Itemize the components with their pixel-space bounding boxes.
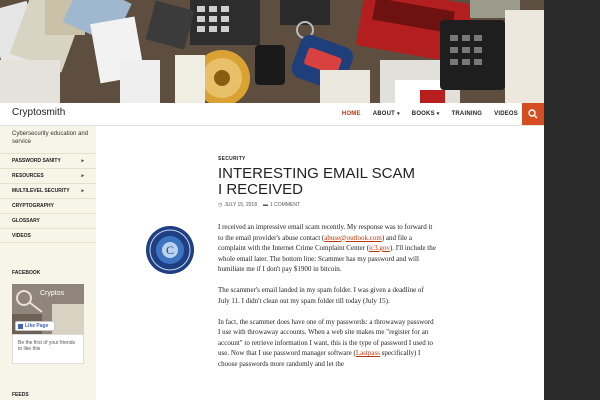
- comment-icon: ▬: [263, 202, 268, 208]
- sidebar-item-cryptography[interactable]: [0, 198, 96, 213]
- search-icon: [528, 109, 538, 119]
- navigation-bar: [0, 103, 544, 126]
- nav-item-books[interactable]: [412, 111, 440, 117]
- sidebar: [0, 126, 96, 400]
- nav-item-about-label: ABOUT: [372, 111, 396, 117]
- text: specifically) I choose passwords more randomly and let the: [218, 349, 421, 368]
- seal-emblem-icon: [146, 226, 194, 274]
- ic3-link[interactable]: ic3.gov: [369, 244, 390, 252]
- text: ). I'll include the whole email later. The bottom line: Scammer has my password and will humiliate me if I don't pay $1900 in bitcoin.: [218, 244, 436, 273]
- paragraph-1: [218, 222, 436, 275]
- post-date-text: JULY 15, 2018: [224, 202, 257, 208]
- lastpass-link[interactable]: Lastpass: [355, 349, 380, 357]
- sidebar-item-label: RESOURCES: [12, 173, 44, 179]
- sidebar-item-multilevel-security[interactable]: [0, 183, 96, 198]
- paragraph-2: The scammer's email landed in my spam folder. I was given a deadline of July 11. I didn't clean out my spam folder till today (July 15).: [218, 286, 424, 305]
- sidebar-item-password-sanity[interactable]: [0, 153, 96, 168]
- chevron-right-icon: ▸: [81, 173, 84, 179]
- post-comments-text: 1 COMMENT: [270, 202, 300, 208]
- nav-item-books-label: BOOKS: [411, 111, 435, 117]
- facebook-like-label: Like Page: [25, 323, 49, 329]
- sidebar-item-label: PASSWORD SANITY: [12, 158, 61, 164]
- nav-item-videos[interactable]: [494, 111, 518, 117]
- paragraph-3: [218, 317, 436, 370]
- svg-text:C: C: [165, 243, 175, 257]
- site-tagline: Cybersecurity education and service: [12, 131, 89, 145]
- sidebar-item-label: VIDEOS: [12, 232, 31, 239]
- nav-item-home-label: HOME: [341, 111, 361, 117]
- search-button[interactable]: [522, 103, 544, 125]
- sidebar-item-glossary[interactable]: [0, 213, 96, 228]
- facebook-icon: [18, 324, 23, 329]
- chevron-right-icon: ▸: [81, 188, 84, 194]
- facebook-like-box: [12, 323, 84, 364]
- clock-icon: ◷: [218, 202, 223, 208]
- post-date[interactable]: [218, 202, 257, 208]
- feeds-widget-title: FEEDS: [12, 392, 29, 398]
- sidebar-menu: [0, 153, 96, 243]
- sidebar-item-videos[interactable]: [0, 228, 96, 243]
- post-category-link[interactable]: SECURITY: [218, 156, 246, 162]
- sidebar-item-label: GLOSSARY: [12, 218, 40, 224]
- facebook-friends-text: Be the first of your friends to like this: [18, 340, 75, 352]
- text: In fact, the scammer does have one of my passwords: a throwaway password I use with throwaway accounts. When a web site makes me "register for an account" to retrieve information I want, this is the type of password I used to use. Now that I use password manager software (: [218, 317, 434, 357]
- facebook-widget-title: FACEBOOK: [12, 270, 41, 276]
- sidebar-item-label: CRYPTOGRAPHY: [12, 203, 54, 209]
- abuse-email-link[interactable]: abuse@outlook.com: [324, 233, 382, 242]
- nav-item-videos-label: VIDEOS: [494, 111, 518, 117]
- chevron-right-icon: ▸: [81, 158, 84, 164]
- facebook-page-name[interactable]: Cryptos: [40, 290, 65, 297]
- main-menu: [342, 103, 518, 125]
- facebook-like-button[interactable]: [15, 321, 55, 331]
- author-avatar: [146, 226, 194, 274]
- nav-item-training-label: TRAINING: [451, 111, 483, 117]
- chevron-down-icon: ▾: [436, 111, 440, 117]
- nav-item-training[interactable]: [452, 111, 483, 117]
- text: I received an impressive email scam recently. My response was to forward it to the email provider's abuse contact (: [218, 223, 433, 242]
- header-banner-image[interactable]: [0, 0, 544, 103]
- site-title[interactable]: Cryptosmith: [12, 107, 66, 118]
- nav-item-home[interactable]: [342, 111, 361, 117]
- main-content: [96, 126, 544, 400]
- right-background: [544, 0, 600, 400]
- post-title[interactable]: INTERESTING EMAIL SCAM I RECEIVED: [218, 165, 415, 198]
- post-comments-link[interactable]: [263, 202, 300, 208]
- nav-item-about[interactable]: [373, 111, 400, 117]
- text: ) and file a complaint with the Internet Crime Complaint Center (: [218, 233, 412, 252]
- post-body: [218, 222, 436, 380]
- sidebar-item-resources[interactable]: [0, 168, 96, 183]
- chevron-down-icon: ▾: [397, 111, 400, 117]
- sidebar-item-label: MULTILEVEL SECURITY: [12, 188, 70, 194]
- post-meta: [218, 202, 300, 208]
